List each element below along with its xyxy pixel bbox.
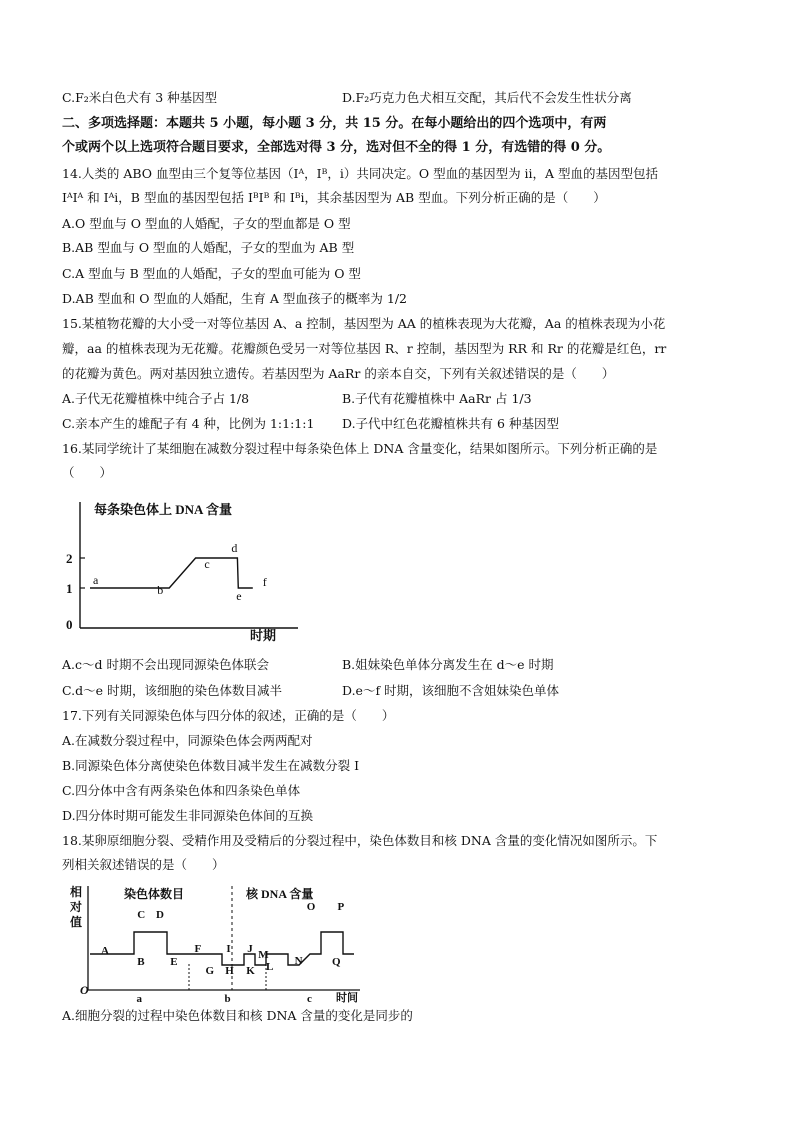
q17-option-b: B.同源染色体分离使染色体数目减半发生在减数分裂 I — [62, 758, 360, 773]
q16-option-a: A.c～d 时期不会出现同源染色体联会 — [62, 657, 269, 672]
chart2-point-K: K — [246, 965, 255, 977]
option-d-prev: D.F₂巧克力色犬相互交配，其后代不会发生性状分离 — [342, 90, 632, 105]
chart2-point-G: G — [205, 965, 215, 977]
chart2-point-E: E — [170, 956, 178, 968]
q14-option-b: B.AB 型血与 O 型血的人婚配，子女的型血为 AB 型 — [62, 240, 355, 255]
q15-option-d: D.子代中红色花瓣植株共有 6 种基因型 — [342, 416, 559, 431]
chart2-y-label: 相对值 — [70, 885, 83, 929]
chart2-stage-a: a — [136, 993, 142, 1004]
q18-stem-line2: 列相关叙述错误的是（ ） — [62, 857, 225, 872]
chart2-panel-dna: 核 DNA 含量 — [246, 887, 314, 901]
chart2-point-J: J — [247, 943, 253, 955]
chart1-point-c: c — [204, 557, 210, 571]
q18-stem-line1: 18.某卵原细胞分裂、受精作用及受精后的分裂过程中，染色体数目和核 DNA 含量的变化情况如图所示。下 — [62, 833, 658, 848]
chart2-series-line — [90, 932, 354, 965]
q15-option-b: B.子代有花瓣植株中 AaRr 占 1/3 — [342, 391, 532, 406]
chart1-ytick-2: 2 — [66, 551, 73, 566]
chart2-point-F: F — [194, 943, 202, 955]
q15-stem-line1: 15.某植物花瓣的大小受一对等位基因 A、a 控制，基因型为 AA 的植株表现为大花瓣，Aa 的植株表现为小花 — [62, 316, 666, 331]
section-header-line2: 个或两个以上选项符合题目要求，全部选对得 3 分，选对但不全的得 1 分，有选错的得 0 分。 — [62, 140, 611, 155]
section-header-line1: 二、多项选择题：本题共 5 小题，每小题 3 分，共 15 分。在每小题给出的四个选项中，有两 — [62, 116, 607, 131]
chart1-ytick-1: 1 — [66, 581, 73, 596]
chart1-title: 每条染色体上 DNA 含量 — [94, 502, 232, 517]
q14-stem-line1: 14.人类的 ABO 血型由三个复等位基因（Iᴬ，Iᴮ，i）共同决定。O 型血的基因型为 ii，A 型血的基因型包括 — [62, 166, 659, 181]
q15-option-c: C.亲本产生的雄配子有 4 种，比例为 1:1:1:1 — [62, 416, 315, 431]
chart1-point-b: b — [157, 583, 164, 597]
chart1-point-a: a — [93, 573, 99, 587]
q17-option-a: A.在减数分裂过程中，同源染色体会两两配对 — [62, 733, 313, 748]
chromosome-dna-chart — [64, 880, 364, 1004]
chart1-point-e: e — [236, 589, 242, 603]
chart2-stage-b: b — [224, 993, 231, 1004]
q17-option-d: D.四分体时期可能发生非同源染色体间的互换 — [62, 808, 314, 823]
chart2-point-D: D — [156, 909, 164, 921]
q16-stem-line2: （ ） — [62, 465, 113, 480]
chart1-ytick-0: 0 — [66, 617, 73, 632]
q16-stem-line1: 16.某同学统计了某细胞在减数分裂过程中每条染色体上 DNA 含量变化，结果如图所示。下列分析正确的是 — [62, 441, 658, 456]
chart2-point-O: O — [306, 901, 316, 913]
q14-option-d: D.AB 型血和 O 型血的人婚配，生育 A 型血孩子的概率为 1/2 — [62, 291, 407, 306]
chart2-point-Q: Q — [332, 956, 341, 968]
chart2-point-N: N — [294, 955, 303, 967]
q14-option-a: A.O 型血与 O 型血的人婚配，子女的型血都是 O 型 — [62, 216, 351, 231]
q17-stem: 17.下列有关同源染色体与四分体的叙述，正确的是（ ） — [62, 708, 395, 723]
q16-option-b: B.姐妹染色单体分离发生在 d～e 时期 — [342, 657, 554, 672]
q17-option-c: C.四分体中含有两条染色体和四条染色单体 — [62, 783, 301, 798]
chart2-origin: O — [80, 983, 89, 997]
chart2-x-label: 时间 — [336, 992, 358, 1004]
q14-stem-line2: IᴬIᴬ 和 Iᴬi，B 型血的基因型包括 IᴮIᴮ 和 Iᴮi，其余基因型为 AB 型血。下列分析正确的是（ ） — [62, 190, 606, 205]
q15-stem-line3: 的花瓣为黄色。两对基因独立遗传。若基因型为 AaRr 的亲本自交，下列有关叙述错误的是（ ） — [62, 366, 615, 381]
q16-option-d: D.e～f 时期，该细胞不含姐妹染色单体 — [342, 683, 560, 698]
chart1-series-line — [90, 558, 253, 588]
q16-option-c: C.d～e 时期，该细胞的染色体数目减半 — [62, 683, 282, 698]
q18-option-a: A.细胞分裂的过程中染色体数目和核 DNA 含量的变化是同步的 — [62, 1008, 413, 1023]
chart2-point-P: P — [337, 901, 345, 913]
chart2-point-L: L — [266, 961, 274, 973]
chart2-point-A: A — [101, 945, 109, 957]
chart2-stage-c: c — [307, 993, 312, 1004]
option-c-prev: C.F₂米白色犬有 3 种基因型 — [62, 90, 218, 105]
q15-option-a: A.子代无花瓣植株中纯合子占 1/8 — [62, 391, 250, 406]
dna-per-chromosome-chart — [60, 490, 310, 650]
q14-option-c: C.A 型血与 B 型血的人婚配，子女的型血可能为 O 型 — [62, 266, 361, 281]
chart2-point-H: H — [225, 965, 234, 977]
chart1-point-f: f — [262, 575, 267, 589]
chart1-point-d: d — [231, 541, 238, 555]
chart2-panel-chromosome: 染色体数目 — [124, 887, 185, 901]
chart1-x-label: 时期 — [250, 628, 277, 643]
q15-stem-line2: 瓣，aa 的植株表现为无花瓣。花瓣颜色受另一对等位基因 R、r 控制，基因型为 RR 和 Rr 的花瓣是红色，rr — [62, 341, 667, 356]
chart2-point-C: C — [137, 909, 146, 921]
chart2-point-M: M — [258, 949, 269, 961]
chart2-point-I: I — [226, 943, 231, 955]
chart2-point-B: B — [137, 956, 145, 968]
